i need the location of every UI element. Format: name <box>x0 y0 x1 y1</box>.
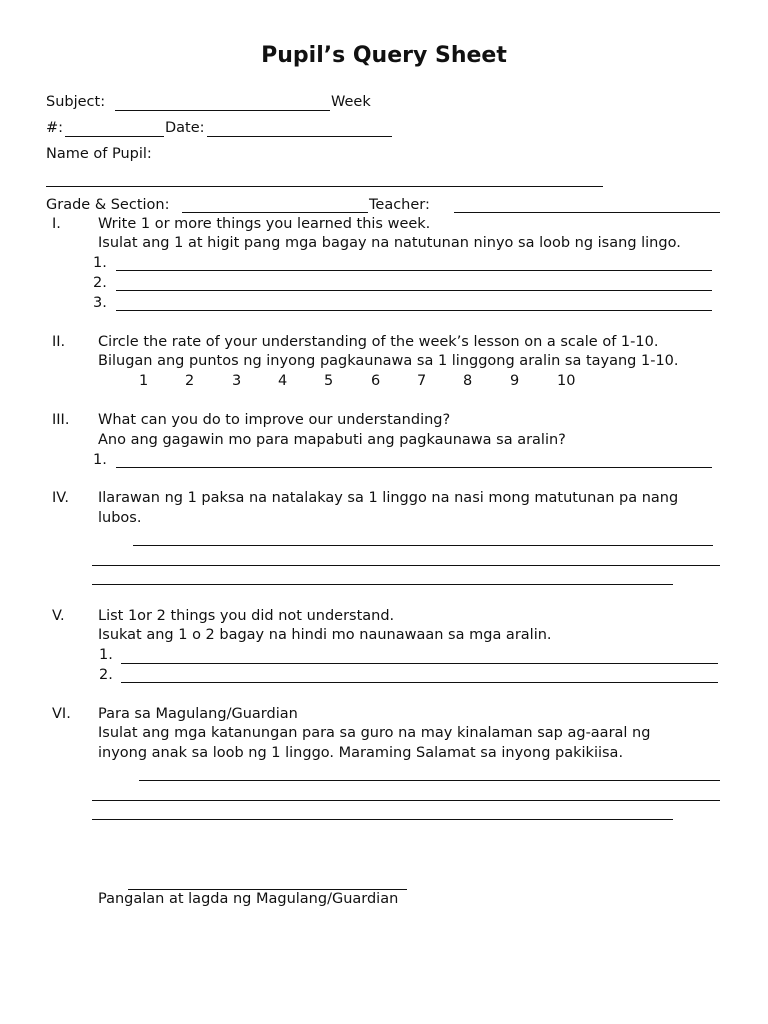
section-5-question-fil: Isukat ang 1 o 2 bagay na hindi mo naunawaan sa mga aralin. <box>98 627 552 643</box>
section-6-heading: Para sa Magulang/Guardian <box>98 706 298 722</box>
date-field[interactable] <box>207 136 392 137</box>
rating-option[interactable]: 9 <box>510 373 520 389</box>
section-2-question-fil: Bilugan ang puntos ng inyong pagkaunawa sa 1 linggong aralin sa tayang 1-10. <box>98 353 679 369</box>
section-1-question-fil: Isulat ang 1 at higit pang mga bagay na natutunan ninyo sa loob ng isang lingo. <box>98 235 681 251</box>
section-1-item-number: 3. <box>93 295 107 311</box>
rating-option[interactable]: 8 <box>463 373 473 389</box>
section-3-answer-line[interactable] <box>116 467 712 468</box>
section-5-answer-line[interactable] <box>121 682 718 683</box>
section-1-answer-line[interactable] <box>116 290 712 291</box>
rating-option[interactable]: 1 <box>139 373 149 389</box>
pupil-name-field[interactable] <box>46 186 603 187</box>
section-4-answer-line[interactable] <box>133 545 713 546</box>
signature-label: Pangalan at lagda ng Magulang/Guardian <box>98 891 399 907</box>
section-2-numeral: II. <box>52 334 66 350</box>
teacher-label: Teacher: <box>369 197 430 213</box>
section-4-question-line-2: lubos. <box>98 510 142 526</box>
section-1-answer-line[interactable] <box>116 270 712 271</box>
week-number-label: #: <box>46 120 64 136</box>
section-3-item-number: 1. <box>93 452 107 468</box>
week-label: Week <box>331 94 371 110</box>
section-1-item-number: 2. <box>93 275 107 291</box>
section-5-item-number: 1. <box>99 647 113 663</box>
section-6-answer-line[interactable] <box>139 780 720 781</box>
section-2-question-en: Circle the rate of your understanding of the week’s lesson on a scale of 1-10. <box>98 334 659 350</box>
section-3-question-fil: Ano ang gagawin mo para mapabuti ang pagkaunawa sa aralin? <box>98 432 566 448</box>
subject-field[interactable] <box>115 110 330 111</box>
grade-section-field[interactable] <box>182 212 368 213</box>
grade-section-label: Grade & Section: <box>46 197 170 213</box>
section-1-answer-line[interactable] <box>116 310 712 311</box>
rating-option[interactable]: 6 <box>371 373 381 389</box>
section-5-item-number: 2. <box>99 667 113 683</box>
rating-option[interactable]: 3 <box>232 373 242 389</box>
section-6-instruction-line-2: inyong anak sa loob ng 1 linggo. Maraming Salamat sa inyong pakikiisa. <box>98 745 624 761</box>
rating-option[interactable]: 10 <box>557 373 576 389</box>
date-label: Date: <box>165 120 205 136</box>
section-4-answer-line[interactable] <box>92 584 673 585</box>
rating-option[interactable]: 2 <box>185 373 195 389</box>
section-1-question-en: Write 1 or more things you learned this week. <box>98 216 431 232</box>
rating-option[interactable]: 4 <box>278 373 288 389</box>
section-1-item-number: 1. <box>93 255 107 271</box>
page-title: Pupil’s Query Sheet <box>261 43 507 68</box>
section-6-numeral: VI. <box>52 706 71 722</box>
week-number-field[interactable] <box>65 136 164 137</box>
section-5-numeral: V. <box>52 608 65 624</box>
subject-label: Subject: <box>46 94 106 110</box>
signature-line[interactable] <box>128 889 407 890</box>
rating-option[interactable]: 5 <box>324 373 334 389</box>
section-4-answer-line[interactable] <box>92 565 720 566</box>
section-1-numeral: I. <box>52 216 61 232</box>
section-4-question-line-1: Ilarawan ng 1 paksa na natalakay sa 1 linggo na nasi mong matutunan pa nang <box>98 490 679 506</box>
section-6-answer-line[interactable] <box>92 819 673 820</box>
pupil-name-label: Name of Pupil: <box>46 146 152 162</box>
section-4-numeral: IV. <box>52 490 69 506</box>
teacher-field[interactable] <box>454 212 720 213</box>
section-6-answer-line[interactable] <box>92 800 720 801</box>
section-3-numeral: III. <box>52 412 70 428</box>
section-3-question-en: What can you do to improve our understanding? <box>98 412 451 428</box>
section-6-instruction-line-1: Isulat ang mga katanungan para sa guro na may kinalaman sap ag-aaral ng <box>98 725 651 741</box>
section-5-question-en: List 1or 2 things you did not understand. <box>98 608 395 624</box>
section-5-answer-line[interactable] <box>121 663 718 664</box>
rating-option[interactable]: 7 <box>417 373 427 389</box>
